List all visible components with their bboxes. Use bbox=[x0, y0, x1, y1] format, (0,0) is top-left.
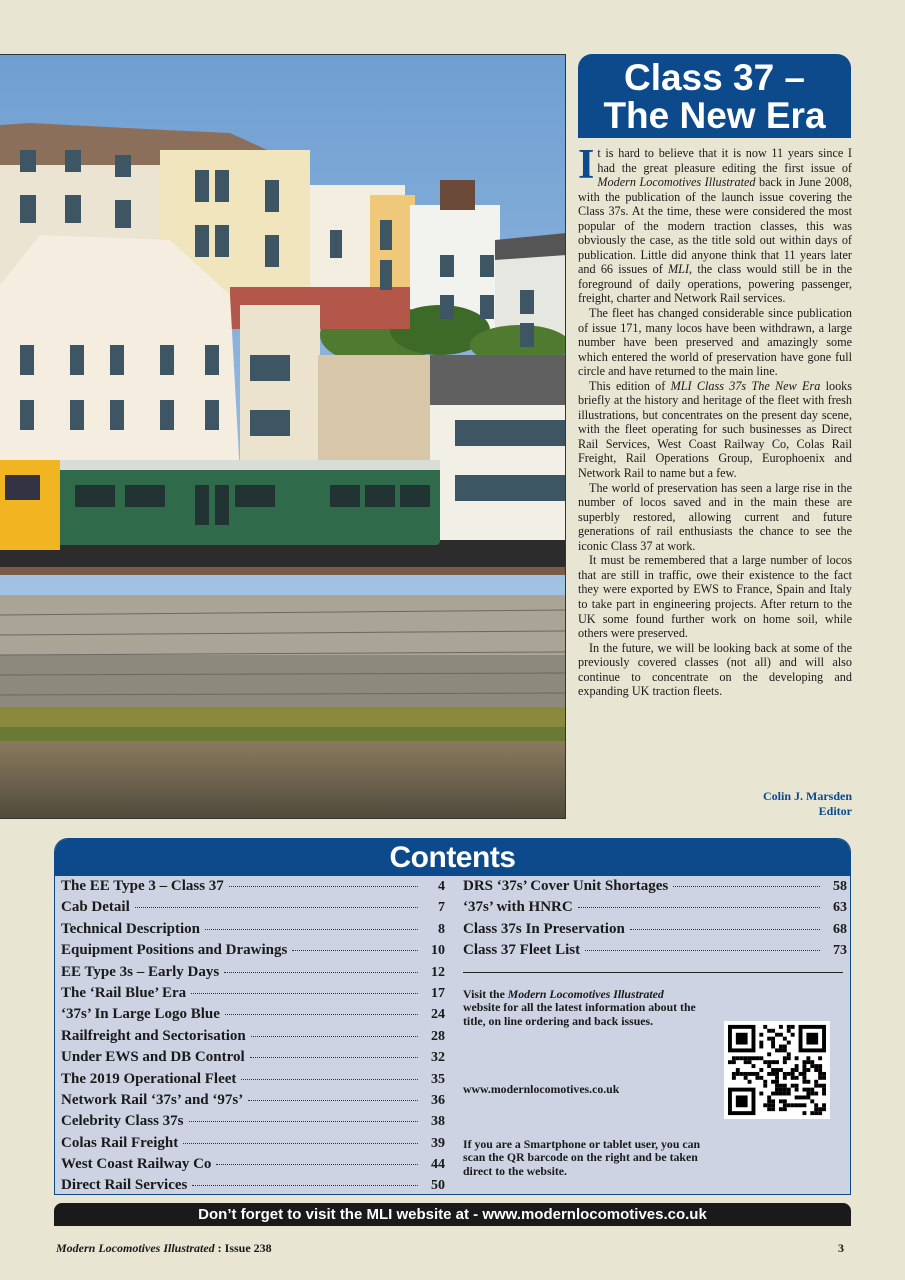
editorial-text bbox=[578, 142, 853, 699]
toc-leader bbox=[241, 1079, 418, 1080]
website-banner[interactable]: Don’t forget to visit the MLI website at - www.modernlocomotives.co.uk bbox=[54, 1203, 851, 1226]
toc-divider bbox=[463, 972, 843, 973]
toc-leader bbox=[578, 907, 820, 908]
toc-item[interactable] bbox=[61, 1071, 445, 1092]
toc-page: 50 bbox=[431, 1178, 445, 1194]
toc-page: 63 bbox=[833, 900, 847, 916]
toc-right-column bbox=[463, 878, 847, 964]
title-line-1: Class 37 – bbox=[623, 57, 806, 98]
toc-title: ‘37s’ In Large Logo Blue bbox=[61, 1006, 220, 1023]
toc-item[interactable] bbox=[61, 985, 445, 1006]
qr-code-icon[interactable] bbox=[723, 1021, 831, 1119]
toc-item[interactable] bbox=[61, 964, 445, 985]
toc-page: 10 bbox=[431, 943, 445, 959]
toc-leader bbox=[250, 1057, 418, 1058]
toc-item[interactable] bbox=[463, 878, 847, 899]
toc-item[interactable] bbox=[61, 1177, 445, 1195]
toc-item[interactable] bbox=[61, 1113, 445, 1134]
toc-item[interactable] bbox=[61, 1006, 445, 1027]
paragraph-4: The world of preservation has seen a large rise in the number of locos saved and in the main these are superbly restored, allowing current and future generations of rail enthusiasts the chance to see the iconic Class 37 at work. bbox=[578, 480, 852, 553]
title-line-2: The New Era bbox=[603, 95, 826, 136]
contents-panel bbox=[54, 838, 851, 1195]
paragraph-3: This edition of MLI Class 37s The New Era looks briefly at the history and heritage of the fleet with fresh illustrations, but concentrates on the present day scene, with the fleet operating for such businesses as Direct Rail Services, West Coast Railway Co, Colas Rail Freight, Rail Operations Group, Europhoenix and Network Rail to name but a few. bbox=[578, 378, 853, 481]
toc-title: Colas Rail Freight bbox=[61, 1134, 179, 1151]
paragraph-1: It is hard to believe that it is now 11 years since I had the great pleasure editing the first issue of Modern Locomotives Illustrated back in June 2008, with the publication of the launch issue covering the Class 37s. At the time, these were considered the most popular of the modern traction classes, this was obviously the case, as the title sold out within days of publication. Little did anyone think that 11 years later and 66 issues of MLI, the class would still be in the foreground of daily operations, powering passenger, freight, charter and Network Rail services. bbox=[578, 142, 852, 306]
toc-page: 36 bbox=[431, 1092, 445, 1108]
toc-page: 17 bbox=[431, 985, 445, 1001]
toc-title: West Coast Railway Co bbox=[61, 1156, 212, 1173]
toc-leader bbox=[205, 929, 418, 930]
toc-leader bbox=[229, 886, 418, 887]
toc-page: 73 bbox=[833, 943, 847, 959]
toc-page: 39 bbox=[431, 1135, 445, 1151]
paragraph-5: It must be remembered that a large number of locos that are still in traffic, owe their existence to the fact they were exported by EWS to France, Spain and Italy to take part in engineering projects. After return to the UK some found further work on home soil, while others were preserved. bbox=[578, 553, 852, 641]
drop-cap: I bbox=[578, 142, 595, 188]
toc-item[interactable] bbox=[61, 1049, 445, 1070]
toc-title: The ‘Rail Blue’ Era bbox=[61, 984, 187, 1001]
toc-leader bbox=[192, 1185, 418, 1186]
page-number: 3 bbox=[838, 1241, 844, 1255]
toc-page: 32 bbox=[431, 1050, 445, 1066]
toc-page: 35 bbox=[431, 1071, 445, 1087]
toc-leader bbox=[673, 886, 820, 887]
toc-title: Direct Rail Services bbox=[61, 1177, 188, 1194]
toc-page: 4 bbox=[438, 879, 445, 894]
website-link[interactable]: www.modernlocomotives.co.uk bbox=[463, 1082, 620, 1096]
toc-item[interactable] bbox=[61, 1028, 445, 1049]
toc-page: 58 bbox=[833, 879, 847, 894]
toc-leader bbox=[251, 1036, 418, 1037]
toc-item[interactable] bbox=[61, 1092, 445, 1113]
toc-leader bbox=[585, 950, 820, 951]
article-title bbox=[578, 54, 851, 138]
toc-page: 24 bbox=[431, 1007, 445, 1023]
toc-page: 38 bbox=[431, 1114, 445, 1130]
toc-item[interactable] bbox=[61, 878, 445, 899]
toc-left-column bbox=[61, 878, 445, 1195]
toc-leader bbox=[248, 1100, 418, 1101]
toc-item[interactable] bbox=[463, 899, 847, 920]
toc-leader bbox=[630, 929, 820, 930]
toc-leader bbox=[225, 1014, 418, 1015]
toc-title: Technical Description bbox=[61, 920, 201, 937]
cover-photo bbox=[0, 54, 566, 819]
seafront-train-photo bbox=[0, 55, 566, 819]
toc-title: Class 37s In Preservation bbox=[463, 920, 625, 937]
toc-leader bbox=[216, 1164, 418, 1165]
toc-item[interactable] bbox=[61, 1135, 445, 1156]
toc-item[interactable] bbox=[61, 899, 445, 920]
toc-title: The EE Type 3 – Class 37 bbox=[61, 878, 224, 894]
toc-title: Celebrity Class 37s bbox=[61, 1113, 184, 1130]
toc-title: Under EWS and DB Control bbox=[61, 1049, 245, 1066]
toc-page: 68 bbox=[833, 921, 847, 937]
toc-page: 8 bbox=[438, 921, 445, 937]
toc-page: 28 bbox=[431, 1028, 445, 1044]
toc-title: Cab Detail bbox=[61, 899, 130, 916]
toc-title: ‘37s’ with HNRC bbox=[463, 899, 573, 916]
toc-leader bbox=[224, 972, 418, 973]
toc-item[interactable] bbox=[463, 921, 847, 942]
contents-heading: Contents bbox=[55, 839, 850, 876]
toc-item[interactable] bbox=[463, 942, 847, 963]
toc-title: Equipment Positions and Drawings bbox=[61, 942, 288, 959]
toc-item[interactable] bbox=[61, 1156, 445, 1177]
toc-leader bbox=[135, 907, 418, 908]
author-role: Editor bbox=[818, 804, 852, 818]
signature bbox=[578, 789, 852, 819]
toc-page: 7 bbox=[438, 900, 445, 916]
toc-leader bbox=[191, 993, 418, 994]
paragraph-6: In the future, we will be looking back at some of the previously covered classes (not all) and will also continue to concentrate on the developing and expanding UK traction fleets. bbox=[578, 640, 852, 699]
toc-title: EE Type 3s – Early Days bbox=[61, 963, 220, 980]
toc-title: Class 37 Fleet List bbox=[463, 942, 581, 959]
toc-page: 44 bbox=[431, 1157, 445, 1173]
toc-title: Railfreight and Sectorisation bbox=[61, 1027, 246, 1044]
toc-page: 12 bbox=[431, 964, 445, 980]
toc-item[interactable] bbox=[61, 942, 445, 963]
visit-info: Visit the Modern Locomotives Illustrated website for all the latest information about the title, on line ordering and back issues. bbox=[463, 987, 696, 1028]
footer-issue: Modern Locomotives Illustrated : Issue 238 bbox=[56, 1241, 272, 1255]
smartphone-info: If you are a Smartphone or tablet user, you can scan the QR barcode on the right and be taken direct to the website. bbox=[463, 1137, 701, 1178]
toc-title: The 2019 Operational Fleet bbox=[61, 1070, 237, 1087]
toc-leader bbox=[292, 950, 418, 951]
paragraph-2: The fleet has changed considerable since publication of issue 171, many locos have been withdrawn, a large number have been preserved and amazingly some which entered the world of preservation have gone full circle and have returned to the main line. bbox=[578, 306, 852, 379]
toc-title: DRS ‘37s’ Cover Unit Shortages bbox=[463, 878, 669, 894]
toc-item[interactable] bbox=[61, 921, 445, 942]
toc-leader bbox=[189, 1121, 419, 1122]
toc-leader bbox=[183, 1143, 418, 1144]
toc-title: Network Rail ‘37s’ and ‘97s’ bbox=[61, 1091, 244, 1108]
author-name: Colin J. Marsden bbox=[762, 789, 852, 803]
